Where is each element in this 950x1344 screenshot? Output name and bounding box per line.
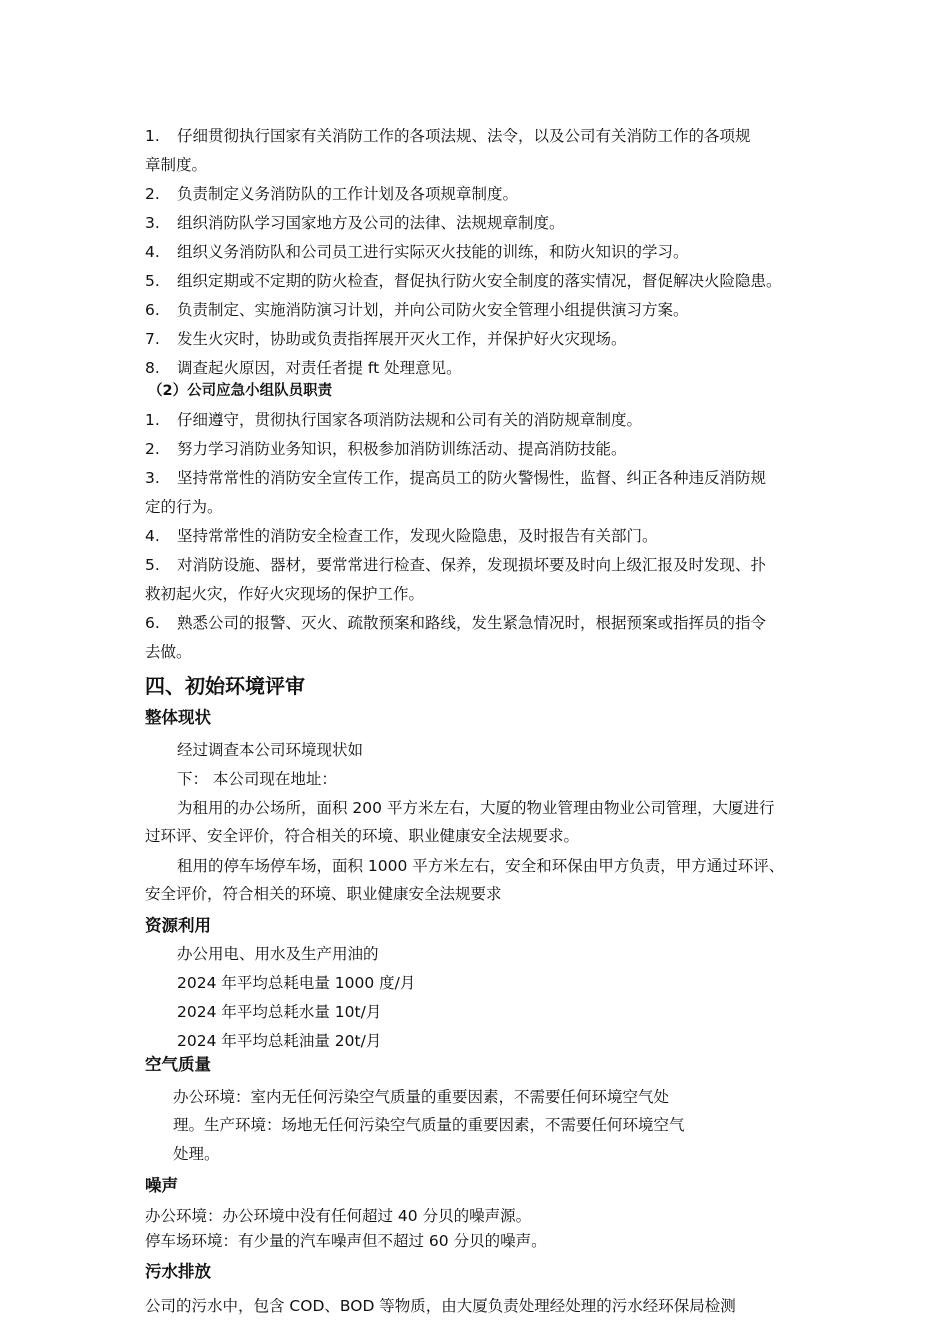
- paragraph-line: 公司的污水中，包含 COD、BOD 等物质，由大厦负责处理经处理的污水经环保局检测: [145, 1297, 736, 1315]
- list-item: 7. 发生火灾时，协助或负责指挥展开灭火工作，并保护好火灾现场。: [145, 330, 627, 348]
- subsection-heading: 资源利用: [145, 916, 211, 935]
- list-item: 1. 仔细贯彻执行国家有关消防工作的各项法规、法令，以及公司有关消防工作的各项规: [145, 127, 751, 145]
- list-item: 2. 负责制定义务消防队的工作计划及各项规章制度。: [145, 185, 519, 203]
- list-item: 3. 坚持常常性的消防安全宣传工作，提高员工的防火警惕性，监督、纠正各种违反消防规: [145, 469, 767, 487]
- list-item-continuation: 去做。: [145, 643, 192, 661]
- section-title: 四、初始环境评审: [145, 674, 305, 698]
- paragraph-line: 办公环境：办公环境中没有任何超过 40 分贝的噪声源。: [145, 1207, 532, 1225]
- list-item-continuation: 救初起火灾，作好火灾现场的保护工作。: [145, 585, 425, 603]
- paragraph-line: 处理。: [173, 1145, 220, 1163]
- paragraph-line: 租用的停车场停车场，面积 1000 平方米左右，安全和环保由甲方负责，甲方通过环评、: [177, 857, 785, 875]
- list-item: 5. 对消防设施、器材，要常常进行检查、保养，发现损坏要及时向上级汇报及时发现、扑: [145, 556, 767, 574]
- paragraph-line: 办公用电、用水及生产用油的: [177, 945, 379, 963]
- list-item: 4. 组织义务消防队和公司员工进行实际灭火技能的训练，和防火知识的学习。: [145, 243, 689, 261]
- paragraph-line: 为租用的办公场所，面积 200 平方米左右，大厦的物业管理由物业公司管理，大厦进行: [177, 799, 775, 817]
- paragraph-line: 过环评、安全评价，符合相关的环境、职业健康安全法规要求。: [145, 827, 580, 845]
- list-item: 2. 努力学习消防业务知识，积极参加消防训练活动、提高消防技能。: [145, 440, 627, 458]
- list-item: 6. 熟悉公司的报警、灭火、疏散预案和路线，发生紧急情况时，根据预案或指挥员的指令: [145, 614, 767, 632]
- section-heading: （2）公司应急小组队员职责: [148, 383, 333, 399]
- subsection-heading: 噪声: [145, 1176, 178, 1195]
- list-item: 6. 负责制定、实施消防演习计划，并向公司防火安全管理小组提供演习方案。: [145, 301, 689, 319]
- list-item: 1. 仔细遵守，贯彻执行国家各项消防法规和公司有关的消防规章制度。: [145, 411, 643, 429]
- paragraph-line: 经过调查本公司环境现状如: [177, 741, 364, 759]
- list-item-continuation: 章制度。: [145, 156, 208, 174]
- list-item: 4. 坚持常常性的消防安全检查工作，发现火险隐患，及时报告有关部门。: [145, 527, 658, 545]
- paragraph-line: 理。生产环境：场地无任何污染空气质量的重要因素，不需要任何环境空气: [173, 1116, 685, 1134]
- list-item: 8. 调查起火原因，对责任者提 ft 处理意见。: [145, 359, 462, 377]
- list-item: 5. 组织定期或不定期的防火检查，督促执行防火安全制度的落实情况，督促解决火险隐患。: [145, 272, 782, 290]
- list-item-continuation: 定的行为。: [145, 498, 223, 516]
- paragraph-line: 下： 本公司现在地址：: [177, 770, 337, 788]
- subsection-heading: 污水排放: [145, 1262, 211, 1281]
- paragraph-line: 2024 年平均总耗水量 10t/月: [177, 1003, 382, 1021]
- subsection-heading: 空气质量: [145, 1055, 211, 1074]
- subsection-heading: 整体现状: [145, 708, 211, 727]
- paragraph-line: 停车场环境：有少量的汽车噪声但不超过 60 分贝的噪声。: [145, 1232, 547, 1250]
- paragraph-line: 安全评价，符合相关的环境、职业健康安全法规要求: [145, 885, 502, 903]
- paragraph-line: 2024 年平均总耗电量 1000 度/月: [177, 974, 416, 992]
- list-item: 3. 组织消防队学习国家地方及公司的法律、法规规章制度。: [145, 214, 565, 232]
- paragraph-line: 2024 年平均总耗油量 20t/月: [177, 1032, 382, 1050]
- paragraph-line: 办公环境：室内无任何污染空气质量的重要因素，不需要任何环境空气处: [173, 1088, 670, 1106]
